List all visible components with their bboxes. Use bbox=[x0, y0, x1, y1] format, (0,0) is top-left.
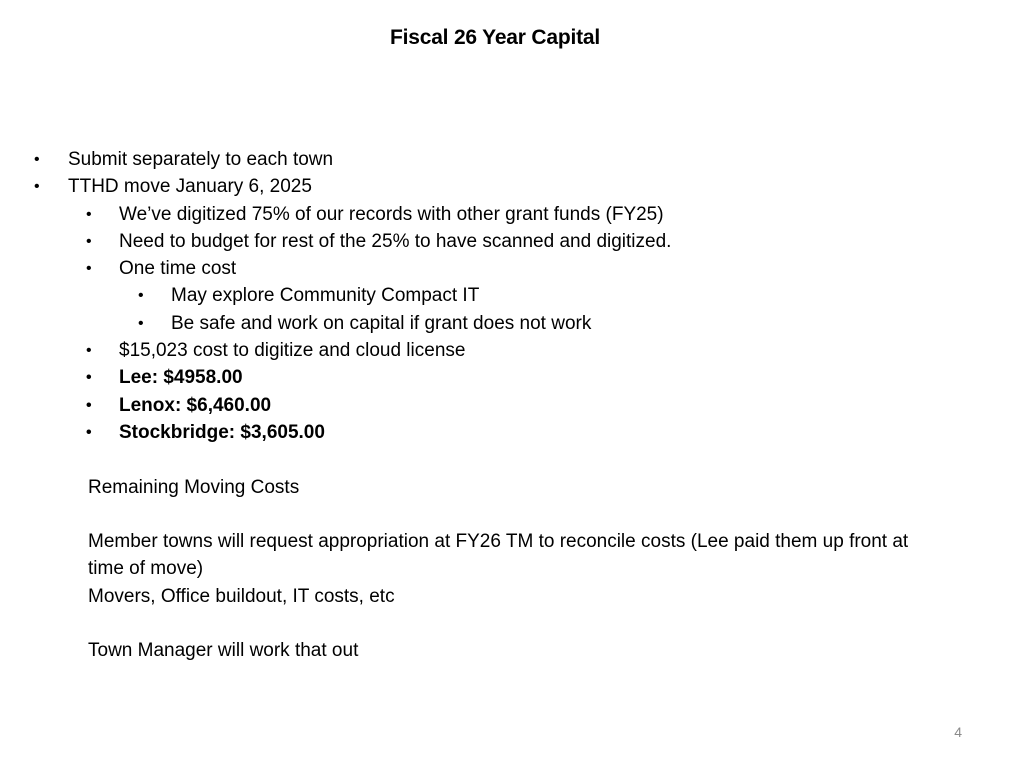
bullet-text: Lee: $4958.00 bbox=[119, 367, 243, 389]
bullet-item bbox=[0, 146, 1000, 173]
bullet-text: Submit separately to each town bbox=[68, 149, 334, 170]
sub-sub-bullet-item bbox=[0, 282, 1000, 309]
town-cost-stockbridge bbox=[0, 419, 1000, 446]
bullet-icon: • bbox=[86, 342, 92, 360]
town-cost-lee bbox=[0, 364, 1000, 391]
paragraph: Town Manager will work that out bbox=[88, 640, 359, 662]
bullet-item bbox=[0, 173, 1000, 200]
section-heading: Remaining Moving Costs bbox=[88, 476, 300, 498]
bullet-text: Need to budget for rest of the 25% to have scanned and digitized. bbox=[119, 230, 672, 252]
bullet-text: TTHD move January 6, 2025 bbox=[68, 176, 312, 198]
town-cost-lenox bbox=[0, 392, 1000, 419]
sub-bullet-item bbox=[0, 337, 1000, 364]
paragraph: Member towns will request appropriation at FY26 TM to reconcile costs (Lee paid them up front at time of move) bbox=[88, 531, 909, 580]
sub-bullet-item bbox=[0, 228, 1000, 255]
bullet-text: May explore Community Compact IT bbox=[171, 285, 480, 307]
slide-number: 4 bbox=[954, 724, 962, 740]
paragraph: Movers, Office buildout, IT costs, etc bbox=[88, 585, 395, 607]
spacer bbox=[0, 501, 1000, 528]
bullet-text: One time cost bbox=[119, 258, 237, 280]
bullet-icon: • bbox=[34, 178, 40, 196]
bullet-icon: • bbox=[86, 232, 92, 250]
bullet-icon: • bbox=[34, 151, 40, 168]
bullet-icon: • bbox=[86, 205, 92, 223]
bullet-icon: • bbox=[138, 287, 144, 305]
sub-sub-bullet-item bbox=[0, 310, 1000, 337]
spacer bbox=[0, 446, 1000, 473]
sub-bullet-item bbox=[0, 201, 1000, 228]
spacer bbox=[0, 610, 1000, 637]
bullet-icon: • bbox=[86, 369, 92, 387]
bullet-icon: • bbox=[86, 396, 92, 414]
bullet-text: Be safe and work on capital if grant does not work bbox=[171, 312, 592, 334]
bullet-icon: • bbox=[138, 314, 144, 332]
bullet-text: $15,023 cost to digitize and cloud license bbox=[119, 340, 466, 362]
slide-title: Fiscal 26 Year Capital bbox=[389, 26, 600, 49]
bullet-icon: • bbox=[86, 260, 92, 278]
bullet-text: Lenox: $6,460.00 bbox=[119, 394, 272, 416]
bullet-icon: • bbox=[86, 423, 92, 441]
sub-bullet-item bbox=[0, 255, 1000, 282]
slide-body bbox=[0, 146, 1000, 665]
bullet-text: We’ve digitized 75% of our records with other grant funds (FY25) bbox=[119, 203, 664, 225]
bullet-text: Stockbridge: $3,605.00 bbox=[119, 421, 325, 443]
